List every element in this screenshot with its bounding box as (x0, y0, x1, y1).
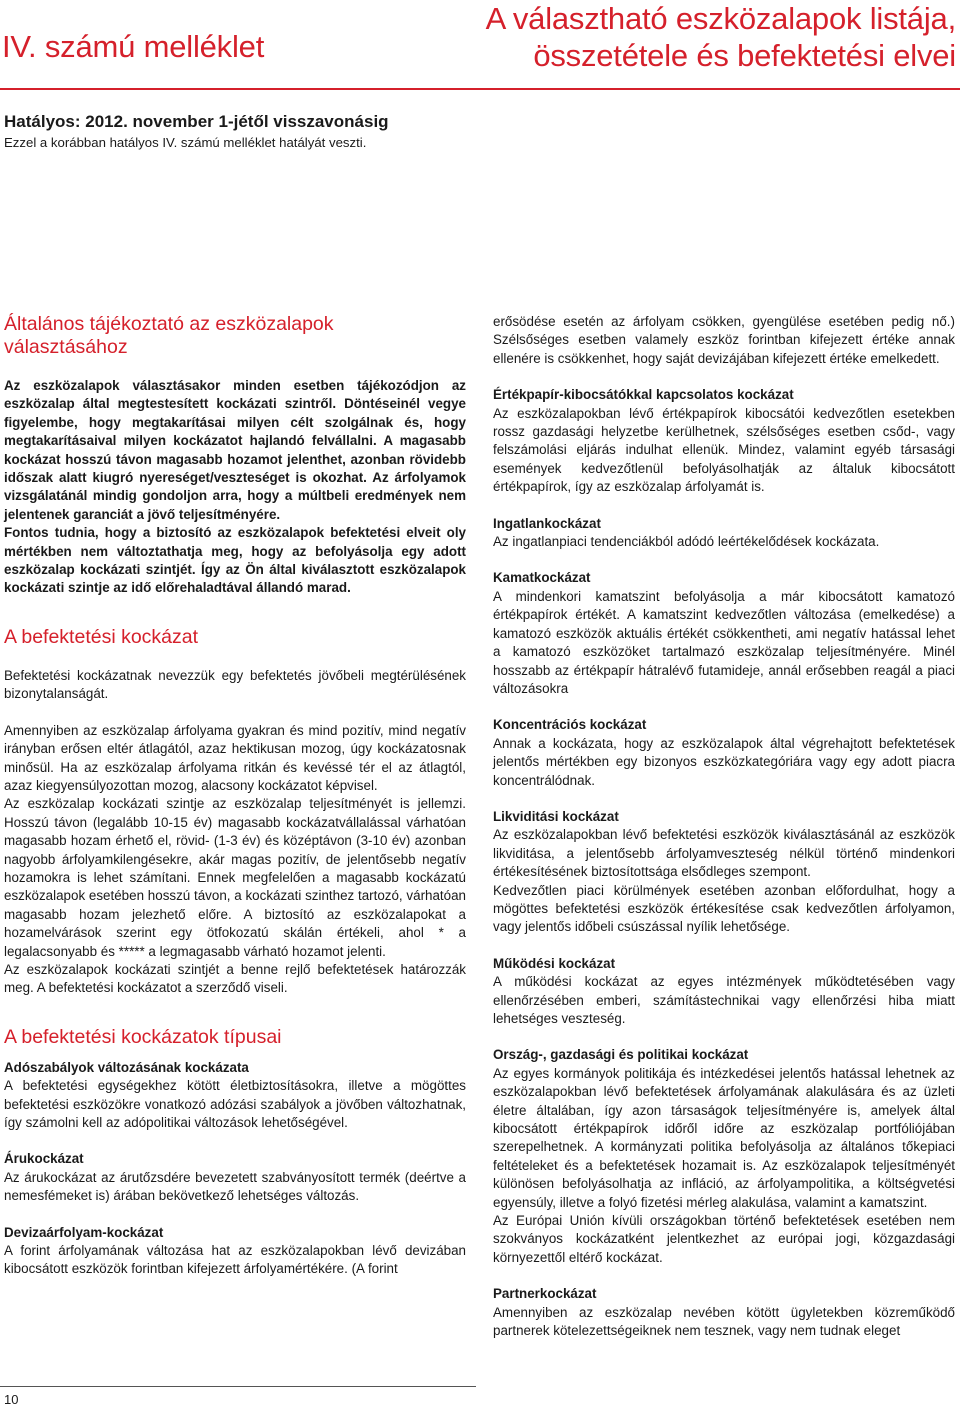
risk-bearer: Az eszközalapok kockázati szintjét a benne rejlő befektetések határozzák meg. A befektetési kockázatot a szerződő viseli. (4, 961, 466, 996)
header-rule (0, 88, 960, 90)
general-heading-line1: Általános tájékoztató az eszközalapok (4, 313, 334, 335)
document-title-line1: A választható eszközalapok listája, (485, 1, 956, 36)
liquidity-risk-text: Az eszközalapokban lévő befektetési eszközök kiválasztásánál az eszközök likviditása, a jelentősebb árfolyamveszteség nélkül történő mindenkori értékesítésének biztosítottsága elsődleges szempont. (493, 827, 955, 880)
operational-risk-title: Működési kockázat (493, 955, 616, 971)
liquidity-risk-title: Likviditási kockázat (493, 808, 619, 824)
general-intro-2: Fontos tudnia, hogy a biztosító az eszközalapok befektetési elveit oly mértékben nem változtathatja meg, hogy az befolyásolja egy adott eszközalap kockázati szintjét. Így az Ön által kiválasztott eszközalapok kockázati szintje az idő előrehaladtával állandó marad. (4, 525, 466, 596)
real-estate-risk-text: Az ingatlanpiaci tendenciákból adódó leértékelődések kockázata. (493, 534, 880, 550)
general-heading-line2: választásához (4, 336, 128, 358)
commodity-risk-title: Árukockázat (4, 1151, 84, 1167)
real-estate-risk-title: Ingatlankockázat (493, 515, 601, 531)
fx-risk-text: A forint árfolyamának változása hat az eszközalapokban lévő devizában kibocsátott eszközök forintban kifejezett árfolyamértékére. (A forint (4, 1243, 466, 1277)
counterparty-risk-text: Amennyiben az eszközalap nevében kötött ügyletekben közreműködő partnerek kötelezettségeiknek nem tesznek, vagy nem tudnak eleget (493, 1304, 955, 1339)
liquidity-risk-text-2: Kedvezőtlen piaci körülmények esetében azonban előfordulhat, hogy a mögöttes befektetési eszközök értékesítése csak kedvezőtlen árfolyamon, vagy jelentős időbeli csúszással nyílik lehetősége. (493, 882, 955, 935)
country-risk-text-2: Az Európai Unión kívüli országokban történő befektetések esetében nem szokványos kockázatként jelentkezhet az európai jogi, közgazdasági környezettől eltérő kockázat. (493, 1213, 955, 1265)
right-column (493, 313, 955, 1341)
risk-volatility: Amennyiben az eszközalap árfolyama gyakran és mind pozitív, mind negatív irányban erősen eltér átlagától, azaz hektikusan mozog, úgy kockázatosnak minősül. Ha az eszközalap árfolyama ritkán és kevéssé tér el az átlagtól, azaz kiegyensúlyozottan mozog, alacsony kockázatot képvisel. (4, 722, 466, 793)
country-risk-title: Ország-, gazdasági és politikai kockázat (493, 1047, 749, 1063)
risk-heading: A befektetési kockázat (4, 625, 199, 648)
risk-level: Az eszközalap kockázati szintje az eszközalap teljesítményét is jellemzi. Hosszú távon (legalább 10-15 év) magasabb kockázatvállalással várhatóan magasabb hozam érhető el, rövid- (1-3 év) és középtávon (3-10 év) azonban nagyobb árfolyamkilengésekre, akár magas pozitív, de jelentősebb negatív hozamokra is lehet számítani. Ennek megfelelően a magasabb kockázatú eszközalapok esetében hosszú távon, a kockázati szinthez tartozó, várhatóan magasabb hozam jelezhető előre. A biztosító az eszközalapokat a hozamelvárások szerint egy ötfokozatú skálán értékeli, ahol * a legalacsonyabb és ***** a legmagasabb várható hozamot jelenti. (4, 796, 466, 959)
general-heading (4, 313, 466, 359)
interest-risk-title: Kamatkockázat (493, 570, 591, 586)
country-risk-text: Az egyes kormányok politikája és intézkedései jelentős hatással lehetnek az eszközalapokban lévő befektetések árfolyamának alakulására és az üzleti életre általában, így azon társaságok teljesítményére is, amelyek által kibocsátott értékpapírok időről időre az eszközalap portfóliójában szerepelhetnek. A kormányzati politika befolyásolja az általános tőkepiaci feltételeket és a befektetések hozamait is. Az eszközalapok teljesítményét különösen befolyásolhatja az infláció, az árfolyampolitika, a költségvetési egyensúly, illetve a folyó fizetési mérleg alakulása, valamint a kamatszint. (493, 1065, 955, 1210)
document-title-line2: összetétele és befektetési elvei (533, 38, 956, 73)
issuer-risk-text: Az eszközalapokban lévő értékpapírok kibocsátói kedvezőtlen esetekben rossz gazdasági helyzetbe kerülhetnek, szélsőséges esetben csőd-, vagy felszámolási eljárás indulhat ellenük. Mindez, valamint egyéb társasági események kedvezőtlenül befolyásolhatják az általuk kibocsátott értékpapírok, így az eszközalap árfolyamát is. (493, 405, 955, 495)
document-title (486, 0, 956, 74)
annex-title: IV. számú melléklet (2, 29, 265, 64)
types-heading: A befektetési kockázatok típusai (4, 1025, 282, 1048)
effective-note: Ezzel a korábban hatályos IV. számú melléklet hatályát veszti. (4, 135, 367, 150)
issuer-risk-title: Értékpapír-kibocsátókkal kapcsolatos kockázat (493, 387, 794, 403)
tax-risk-title: Adószabályok változásának kockázata (4, 1059, 249, 1075)
commodity-risk-text: Az árukockázat az árutőzsdére bevezetett szabványosított termék (deértve a nemesfémeket is) árában bekövetkező lehetséges változás. (4, 1169, 466, 1204)
page-number: 10 (4, 1392, 19, 1407)
fx-risk-title: Devizaárfolyam-kockázat (4, 1224, 164, 1240)
counterparty-risk-title: Partnerkockázat (493, 1286, 597, 1302)
concentration-risk-text: Annak a kockázata, hogy az eszközalapok által végrehajtott befektetések jelentős mértékben egy bizonyos eszközkategóriára vagy egy adott piacra koncentrálódnak. (493, 735, 955, 788)
interest-risk-text: A mindenkori kamatszint befolyásolja a már kibocsátott kamatozó értékpapírok értékét. A kamatszint kedvezőtlen változása (emelkedése) a kamatozó eszközök aktuális értékét csökkentheti, ami negatív hatással lehet a kamatozó eszközöket tartalmazó eszközalap teljesítményére. Minél hosszabb az értékpapír hátralévő futamideje, annál erősebben reagál a piaci változásokra (493, 588, 955, 696)
tax-risk-text: A befektetési egységekhez kötött életbiztosításokra, illetve a mögöttes befektetési eszközökre vonatkozó adózási szabályok a jövőben változhatnak, így számolni kell az adópolitikai változások lehetőségével. (4, 1078, 466, 1130)
footer-rule (0, 1386, 476, 1387)
general-intro: Az eszközalapok választásakor minden esetben tájékozódjon az eszközalap által megtestesített kockázati szintről. Döntéseinél vegye figyelembe, hogy megtakarításai milyen célt szolgálnak és, hogy megtakarításaival milyen kockázatot hajlandó felvállalni. A magasabb kockázat hosszú távon magasabb hozamot jelenthet, azonban rövidebb időszak alatt kiugró nyereséget/veszteséget is okozhat. Az árfolyamok vizsgálatánál mindig gondoljon arra, hogy a múltbeli eredmények nem jelentenek garanciát a jövő teljesítményére. (4, 378, 466, 522)
fx-risk-continued: erősödése esetén az árfolyam csökken, gyengülése esetében pedig nő.) Szélsőséges esetben valamely eszköz forintban kifejezett értéke annak ellenére is csökkenhet, hogy saját devizájában kifejezett értéke emelkedett. (493, 314, 955, 366)
risk-definition: Befektetési kockázatnak nevezzük egy befektetés jövőbeli megtérülésének bizonytalanságát. (4, 667, 466, 702)
effective-date: Hatályos: 2012. november 1-jétől visszavonásig (4, 112, 389, 131)
operational-risk-text: A működési kockázat az egyes intézmények működtetésében vagy ellenőrzésében emberi, számítástechnikai vagy ellenőrzési hiba miatt lehetséges veszteség. (493, 974, 955, 1026)
left-column (4, 313, 466, 1279)
concentration-risk-title: Koncentrációs kockázat (493, 717, 647, 733)
